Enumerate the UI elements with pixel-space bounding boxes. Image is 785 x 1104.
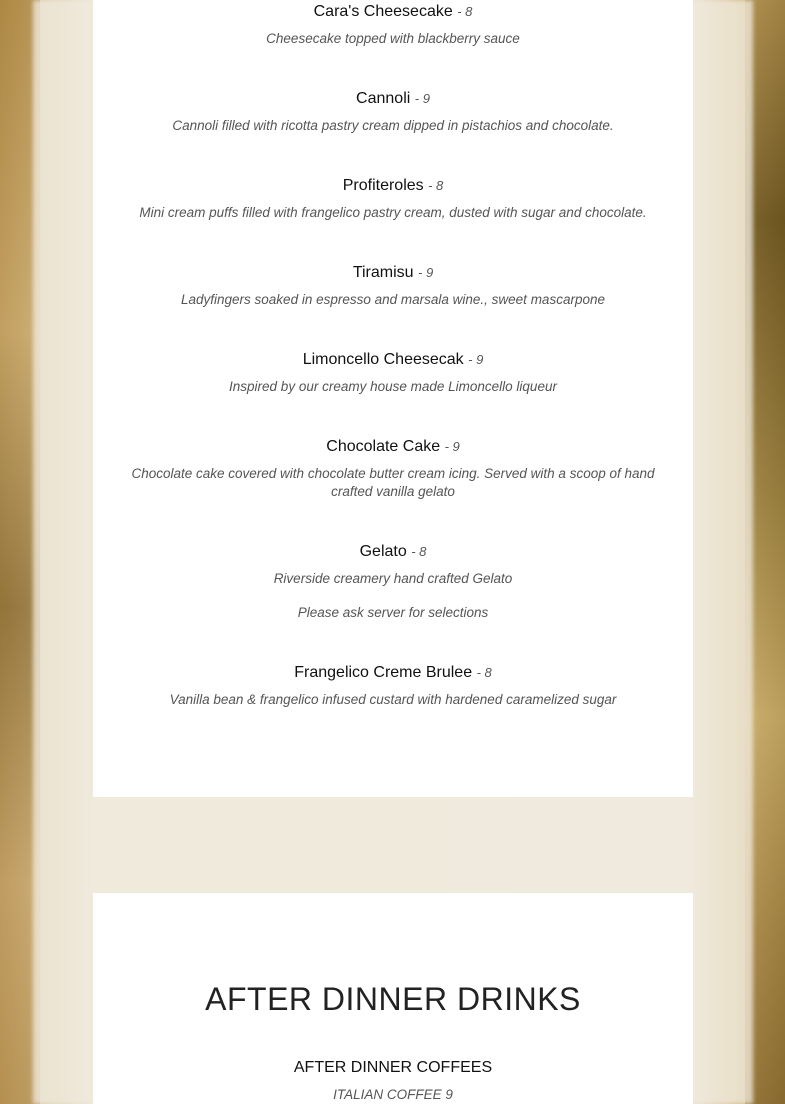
menu-item-heading bbox=[93, 663, 693, 683]
menu-item-name: Profiteroles bbox=[342, 177, 424, 194]
menu-item-price: - 8 bbox=[476, 665, 492, 680]
menu-item-description: Vanilla bean & frangelico infused custard with hardened caramelized sugar bbox=[169, 692, 617, 707]
desserts-card bbox=[93, 0, 693, 797]
menu-item-heading bbox=[93, 2, 693, 22]
menu-item-price: - 9 bbox=[418, 265, 434, 280]
subsection-title: AFTER DINNER COFFEES bbox=[293, 1059, 493, 1076]
menu-item bbox=[93, 89, 693, 135]
menu-item-heading bbox=[93, 350, 693, 370]
menu-item-heading bbox=[93, 542, 693, 562]
menu-item-price: - 9 bbox=[414, 91, 430, 106]
menu-item-description: Cheesecake topped with blackberry sauce bbox=[266, 31, 520, 46]
menu-item-heading bbox=[93, 263, 693, 283]
menu-item-heading bbox=[93, 89, 693, 109]
menu-item-price: - 8 bbox=[428, 178, 444, 193]
menu-item-description: Cannoli filled with ricotta pastry cream dipped in pistachios and chocolate. bbox=[172, 118, 614, 133]
menu-item-description: Inspired by our creamy house made Limoncello liqueur bbox=[229, 379, 557, 394]
menu-item bbox=[93, 350, 693, 396]
menu-item-description: Mini cream puffs filled with frangelico pastry cream, dusted with sugar and chocolate. bbox=[139, 205, 647, 220]
menu-item-description: Ladyfingers soaked in espresso and marsala wine., sweet mascarpone bbox=[181, 292, 605, 307]
menu-item-name: Cara's Cheesecake bbox=[313, 3, 453, 20]
menu-item bbox=[93, 663, 693, 709]
menu-item bbox=[93, 263, 693, 309]
menu-item bbox=[93, 176, 693, 222]
menu-item-name: Limoncello Cheesecak bbox=[302, 351, 464, 368]
menu-item-heading bbox=[93, 437, 693, 457]
menu-item-name: Cannoli bbox=[356, 90, 411, 107]
menu-item-name: Gelato bbox=[359, 543, 407, 560]
drinks-card bbox=[93, 893, 693, 1104]
menu-item-name: Chocolate Cake bbox=[326, 438, 441, 455]
menu-item-name: Frangelico Creme Brulee bbox=[294, 664, 473, 681]
menu-item-price: - 8 bbox=[457, 4, 473, 19]
menu-item-note: Please ask server for selections bbox=[297, 605, 489, 620]
drink-item: ITALIAN COFFEE 9 bbox=[333, 1087, 453, 1102]
section-title: AFTER DINNER DRINKS bbox=[205, 981, 581, 1017]
menu-item bbox=[93, 542, 693, 622]
menu-item-name: Tiramisu bbox=[352, 264, 414, 281]
menu-item-price: - 9 bbox=[444, 439, 460, 454]
menu-item-price: - 8 bbox=[411, 544, 427, 559]
menu-item-price: - 9 bbox=[468, 352, 484, 367]
menu-item-description: Riverside creamery hand crafted Gelato bbox=[273, 571, 513, 586]
menu-item-description: Chocolate cake covered with chocolate butter cream icing. Served with a scoop of hand crafted vanilla gelato bbox=[131, 466, 655, 499]
menu-item bbox=[93, 437, 693, 501]
menu-item-heading bbox=[93, 176, 693, 196]
menu-item bbox=[93, 2, 693, 48]
